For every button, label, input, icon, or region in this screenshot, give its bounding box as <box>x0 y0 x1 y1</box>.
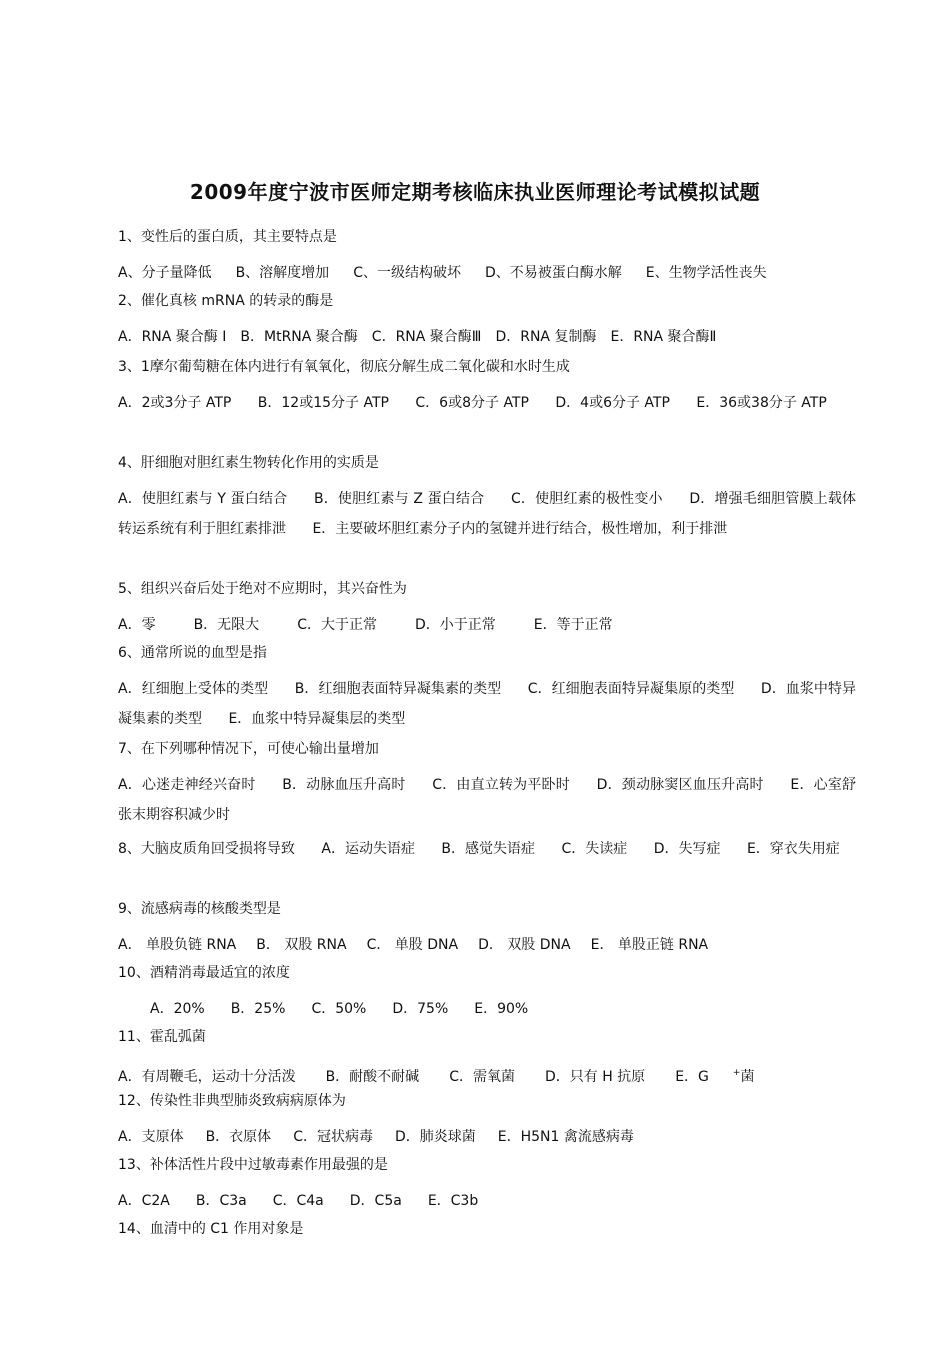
option: C．RNA 聚合酶Ⅲ <box>371 329 482 345</box>
option: D、不易被蛋白酶水解 <box>484 265 622 281</box>
option: D．失写症 <box>653 841 721 857</box>
option: C．失读症 <box>561 841 628 857</box>
option: C．50% <box>311 1001 367 1017</box>
option: E．心室舒张末期容积减少时 <box>118 777 857 823</box>
option: B．衣原体 <box>205 1129 272 1145</box>
option: D．颈动脉窦区血压升高时 <box>596 777 764 793</box>
question-list <box>118 226 856 1250</box>
option: D．RNA 复制酶 <box>495 329 597 345</box>
option: E．穿衣失用症 <box>746 841 840 857</box>
option: B．耐酸不耐碱 <box>325 1068 420 1085</box>
option: C． 单股 DNA <box>366 937 459 953</box>
option: E．90% <box>474 1001 529 1017</box>
question-stem: 11、霍乱弧菌 <box>118 1029 206 1045</box>
question-stem: 1、变性后的蛋白质，其主要特点是 <box>118 229 337 245</box>
option: C．6或8分子 ATP <box>415 395 529 411</box>
option: E．血浆中特异凝集层的类型 <box>228 711 406 727</box>
option: A．有周鞭毛，运动十分活泼 <box>118 1068 296 1085</box>
option: E．C3b <box>427 1193 479 1209</box>
option: A．C2A <box>118 1193 170 1209</box>
option: B、溶解度增加 <box>235 265 330 281</box>
option: B．使胆红素与 Z 蛋白结合 <box>313 491 485 507</box>
option-block <box>118 484 856 578</box>
question-stem: 3、1摩尔葡萄糖在体内进行有氧氧化，彻底分解生成二氧化碳和水时生成 <box>118 359 570 375</box>
option: B．MtRNA 聚合酶 <box>240 329 358 345</box>
option-block <box>118 674 856 738</box>
question-stem: 10、酒精消毒最适宜的浓度 <box>118 965 290 981</box>
option-row <box>118 322 856 356</box>
option-row <box>118 1058 856 1090</box>
question-stem: 2、催化真核 mRNA 的转录的酶是 <box>118 293 334 309</box>
option: B．C3a <box>195 1193 247 1209</box>
option: E．36或38分子 ATP <box>696 395 827 411</box>
question-stem: 5、组织兴奋后处于绝对不应期时，其兴奋性为 <box>118 581 407 597</box>
option: E． 单股正链 RNA <box>590 937 709 953</box>
option: E．等于正常 <box>533 617 613 633</box>
option-row <box>118 994 856 1026</box>
superscript-plus: + <box>732 1068 741 1078</box>
page-title: 2009年度宁波市医师定期考核临床执业医师理论考试模拟试题 <box>189 180 761 204</box>
option: B． 双股 RNA <box>256 937 347 953</box>
option: D．血浆中特异凝集素的类型 <box>118 681 857 727</box>
option: E．H5N1 禽流感病毒 <box>497 1129 634 1145</box>
option: D．4或6分子 ATP <box>555 395 670 411</box>
option: B．12或15分子 ATP <box>257 395 389 411</box>
option-text-suffix: 菌 <box>740 1068 755 1085</box>
question-stem: 12、传染性非典型肺炎致病病原体为 <box>118 1093 346 1109</box>
option: E．主要破坏胆红素分子内的氢键并进行结合，极性增加，利于排泄 <box>312 521 728 537</box>
option: A．心迷走神经兴奋时 <box>118 777 256 793</box>
option-row <box>118 1122 856 1154</box>
question-stem: 4、肝细胞对胆红素生物转化作用的实质是 <box>118 455 379 471</box>
option: D．C5a <box>349 1193 402 1209</box>
option: D．增强毛细胆管膜上载体转运系统有利于胆红素排泄 <box>118 491 857 537</box>
option: B．动脉血压升高时 <box>282 777 406 793</box>
option-row <box>118 258 856 290</box>
option: C．冠状病毒 <box>293 1129 373 1145</box>
option: D．肺炎球菌 <box>394 1129 476 1145</box>
option: D．只有 H 抗原 <box>544 1068 646 1085</box>
option: C．红细胞表面特异凝集原的类型 <box>527 681 735 697</box>
question-stem: 13、补体活性片段中过敏毒素作用最强的是 <box>118 1157 388 1173</box>
option: C、一级结构破坏 <box>353 265 461 281</box>
option: C．大于正常 <box>297 617 377 633</box>
option: A．20% <box>150 1001 205 1017</box>
option: D． 双股 DNA <box>478 937 571 953</box>
option: B．无限大 <box>193 617 260 633</box>
option: B．红细胞表面特异凝集素的类型 <box>294 681 502 697</box>
question-block <box>118 834 856 898</box>
option: A．RNA 聚合酶 Ⅰ <box>118 329 227 345</box>
option-block <box>118 770 856 834</box>
option <box>675 1058 778 1092</box>
option: B．感觉失语症 <box>441 841 536 857</box>
option: A．2或3分子 ATP <box>118 395 232 411</box>
option: A．运动失语症 <box>321 841 415 857</box>
question-stem: 6、通常所说的血型是指 <box>118 645 267 661</box>
option-row <box>118 610 856 642</box>
option-text: E．G <box>675 1068 709 1085</box>
option-row <box>118 930 856 962</box>
option-block <box>118 388 856 452</box>
option: C．C4a <box>272 1193 324 1209</box>
option: E、生物学活性丧失 <box>645 265 767 281</box>
option: C．需氧菌 <box>449 1068 515 1085</box>
option: A、分子量降低 <box>118 265 212 281</box>
option: E．RNA 聚合酶Ⅱ <box>610 329 717 345</box>
option: C．使胆红素的极性变小 <box>510 491 663 507</box>
option: A．零 <box>118 617 156 633</box>
option: A．支原体 <box>118 1129 184 1145</box>
question-stem: 7、在下列哪种情况下，可使心输出量增加 <box>118 741 379 757</box>
question-stem: 14、血清中的 C1 作用对象是 <box>118 1221 304 1237</box>
option: A．红细胞上受体的类型 <box>118 681 269 697</box>
option: C．由直立转为平卧时 <box>432 777 570 793</box>
option-row <box>118 1186 856 1218</box>
option: D．75% <box>392 1001 449 1017</box>
question-stem: 8、大脑皮质角回受损将导致 <box>118 841 295 857</box>
option: D．小于正常 <box>414 617 496 633</box>
option: B．25% <box>230 1001 286 1017</box>
question-stem: 9、流感病毒的核酸类型是 <box>118 901 281 917</box>
option: A． 单股负链 RNA <box>118 937 237 953</box>
option: A．使胆红素与 Y 蛋白结合 <box>118 491 288 507</box>
